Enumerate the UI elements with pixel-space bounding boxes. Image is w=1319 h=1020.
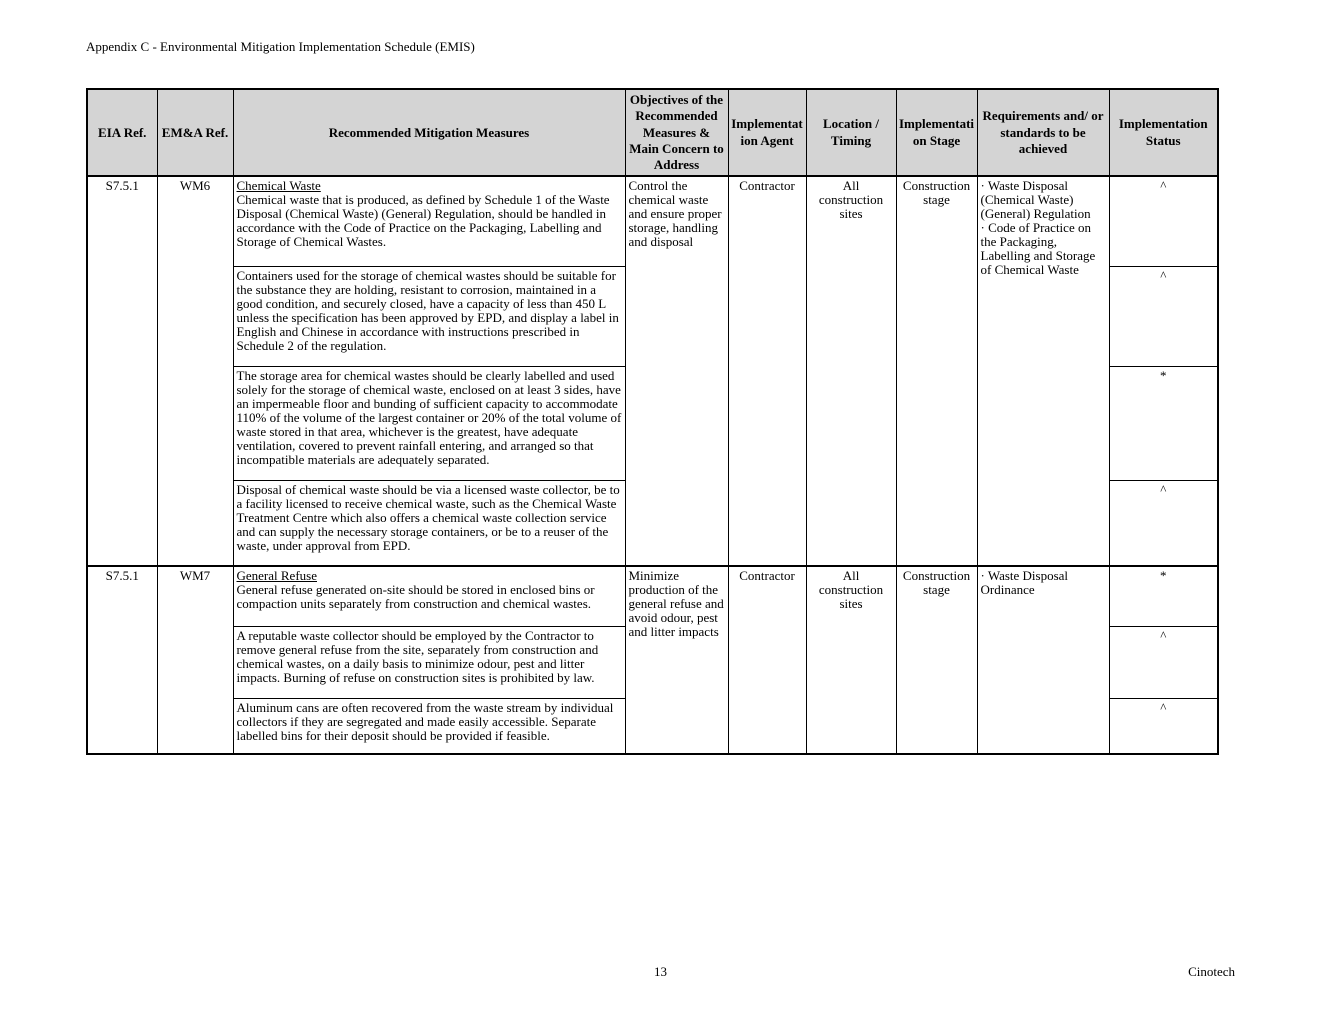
table-header xyxy=(87,89,1218,176)
status-symbol: ^ xyxy=(1160,699,1167,715)
ema-ref-cell: WM7 xyxy=(157,566,233,754)
measure-text: A reputable waste collector should be employed by the Contractor to remove general refuse from the site, separately from construction and chemical wastes, on a daily basis to minimize odour, pest and litter impacts. Burning of refuse on construction sites is prohibited by law. xyxy=(236,627,599,685)
appendix-title: Appendix C - Environmental Mitigation Implementation Schedule (EMIS) xyxy=(86,39,475,54)
status-cell xyxy=(1109,566,1218,626)
measure-cell xyxy=(233,698,625,754)
measure-text: Chemical waste that is produced, as defined by Schedule 1 of the Waste Disposal (Chemical Waste) (General) Regulation, should be handled in accordance with the Code of Practice on the Packaging, Labelling and Storage of Chemical Wastes. xyxy=(236,192,610,250)
measure-cell xyxy=(233,480,625,566)
measure-text: The storage area for chemical wastes should be clearly labelled and used solely for the storage of chemical waste, enclosed on at least 3 sides, have an impermeable floor and bunding of sufficient capacity to accommodate 110% of the volume of the largest container or 20% of the total volume of waste stored in that area, whichever is the greatest, have adequate ventilation, covered to prevent rainfall entering, and arranged so that incompatible materials are adequately separated. xyxy=(236,367,622,467)
measure-title: Chemical Waste xyxy=(236,178,321,194)
col-header-status: Implementation Status xyxy=(1109,89,1218,176)
col-header-requirements: Requirements and/ or standards to be achieved xyxy=(977,89,1109,176)
measure-text: Containers used for the storage of chemical wastes should be suitable for the substance they are holding, resistant to corrosion, maintained in a good condition, and securely closed, have a capacity of less than 450 L unless the specification has been approved by EPD, and display a label in English and Chinese in accordance with instructions prescribed in Schedule 2 of the regulation. xyxy=(236,267,619,353)
table-body xyxy=(87,176,1218,754)
status-symbol: * xyxy=(1160,568,1167,584)
measure-text: Aluminum cans are often recovered from the waste stream by individual collectors if they are segregated and made easily accessible. Separate labelled bins for their deposit should be provided if feasible. xyxy=(236,699,614,743)
status-symbol: * xyxy=(1160,367,1167,383)
col-header-agent: Implementation Agent xyxy=(728,89,806,176)
col-header-measures: Recommended Mitigation Measures xyxy=(233,89,625,176)
measure-cell xyxy=(233,266,625,366)
status-symbol: ^ xyxy=(1160,178,1167,194)
status-cell xyxy=(1109,366,1218,480)
location-timing-cell: All construction sites xyxy=(806,566,896,754)
status-symbol: ^ xyxy=(1160,267,1167,283)
table-row xyxy=(87,176,1218,266)
requirement-item: · Code of Practice on the Packaging, Labelling and Storage of Chemical Waste xyxy=(980,220,1096,278)
table-row xyxy=(87,566,1218,626)
page-footer xyxy=(86,964,1235,980)
company-name: Cinotech xyxy=(1188,964,1235,979)
status-cell xyxy=(1109,698,1218,754)
status-symbol: ^ xyxy=(1160,481,1167,497)
status-cell xyxy=(1109,266,1218,366)
location-timing-cell: All construction sites xyxy=(806,176,896,566)
status-cell xyxy=(1109,176,1218,266)
eia-ref-cell: S7.5.1 xyxy=(87,176,157,566)
col-header-objectives: Objectives of the Recommended Measures & Main Concern to Address xyxy=(625,89,728,176)
stage-cell: Construction stage xyxy=(896,566,977,754)
measure-cell xyxy=(233,176,625,266)
measure-cell xyxy=(233,566,625,626)
stage-cell: Construction stage xyxy=(896,176,977,566)
requirement-item: · Waste Disposal Ordinance xyxy=(980,568,1069,598)
col-header-location-timing: Location / Timing xyxy=(806,89,896,176)
col-header-eia-ref: EIA Ref. xyxy=(87,89,157,176)
col-header-ema-ref: EM&A Ref. xyxy=(157,89,233,176)
emis-table xyxy=(86,88,1219,755)
status-symbol: ^ xyxy=(1160,627,1167,643)
measure-text: Disposal of chemical waste should be via a licensed waste collector, be to a facility licensed to receive chemical waste, such as the Chemical Waste Treatment Centre which also offers a chemical waste collection service and can supply the necessary storage containers, or be to a reuser of the waste, under approval from EPD. xyxy=(236,481,620,553)
objectives-cell: Control the chemical waste and ensure proper storage, handling and disposal xyxy=(625,176,728,566)
requirement-item: · Waste Disposal (Chemical Waste) (General) Regulation xyxy=(980,178,1091,222)
page-number: 13 xyxy=(654,964,667,979)
status-cell xyxy=(1109,626,1218,698)
eia-ref-cell: S7.5.1 xyxy=(87,566,157,754)
measure-cell xyxy=(233,626,625,698)
measure-title: General Refuse xyxy=(236,568,317,584)
col-header-stage: Implementation Stage xyxy=(896,89,977,176)
agent-cell: Contractor xyxy=(728,566,806,754)
requirements-cell xyxy=(977,566,1109,754)
agent-cell: Contractor xyxy=(728,176,806,566)
ema-ref-cell: WM6 xyxy=(157,176,233,566)
measure-cell xyxy=(233,366,625,480)
measure-text: General refuse generated on-site should be stored in enclosed bins or compaction units separately from construction and chemical wastes. xyxy=(236,582,595,612)
objectives-cell: Minimize production of the general refuse and avoid odour, pest and litter impacts xyxy=(625,566,728,754)
requirements-cell xyxy=(977,176,1109,566)
status-cell xyxy=(1109,480,1218,566)
